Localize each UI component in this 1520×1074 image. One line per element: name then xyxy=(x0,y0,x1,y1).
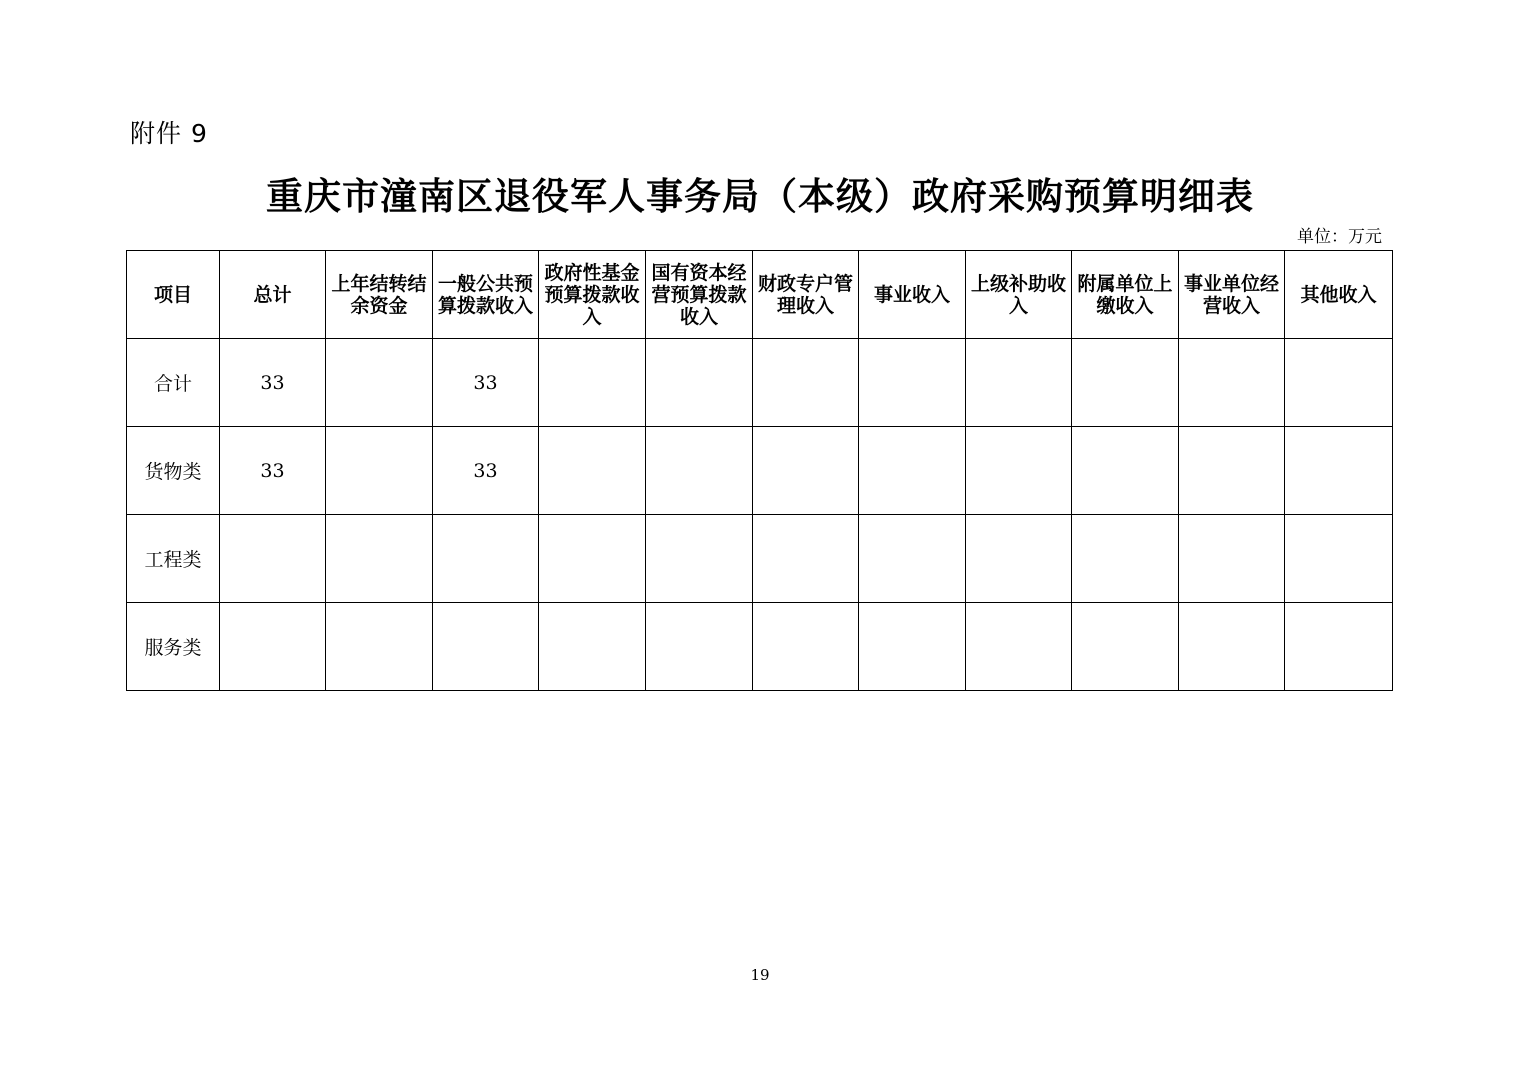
table-cell: 33 xyxy=(433,427,539,515)
table-cell xyxy=(1179,515,1285,603)
header-state-capital-budget: 国有资本经营预算拨款收入 xyxy=(646,251,753,339)
table-cell xyxy=(220,603,326,691)
table-cell xyxy=(1179,339,1285,427)
table-cell xyxy=(1179,427,1285,515)
header-business-income: 事业收入 xyxy=(859,251,966,339)
table-cell xyxy=(539,603,646,691)
header-fiscal-special-account: 财政专户管理收入 xyxy=(753,251,859,339)
table-cell xyxy=(646,515,753,603)
table-cell xyxy=(539,427,646,515)
table-row xyxy=(127,515,1393,603)
table-cell xyxy=(1285,339,1393,427)
table-cell: 货物类 xyxy=(127,427,220,515)
header-item: 项目 xyxy=(127,251,220,339)
table-cell xyxy=(1072,339,1179,427)
header-affiliated-unit-remittance: 附属单位上缴收入 xyxy=(1072,251,1179,339)
table-cell xyxy=(966,427,1072,515)
table-row xyxy=(127,603,1393,691)
page-title: 重庆市潼南区退役军人事务局（本级）政府采购预算明细表 xyxy=(266,174,1254,218)
procurement-budget-table xyxy=(126,250,1393,691)
table-cell xyxy=(433,515,539,603)
table-cell xyxy=(433,603,539,691)
table-cell xyxy=(966,603,1072,691)
table-cell: 33 xyxy=(433,339,539,427)
attachment-label: 附件 9 xyxy=(130,119,208,148)
header-other-income: 其他收入 xyxy=(1285,251,1393,339)
table-cell: 工程类 xyxy=(127,515,220,603)
header-government-fund-budget: 政府性基金预算拨款收入 xyxy=(539,251,646,339)
table-cell xyxy=(859,603,966,691)
table-cell xyxy=(326,603,433,691)
table-cell xyxy=(859,515,966,603)
table-cell: 33 xyxy=(220,339,326,427)
table-cell xyxy=(646,339,753,427)
table-cell xyxy=(326,515,433,603)
table-cell xyxy=(859,339,966,427)
table-cell xyxy=(1179,603,1285,691)
table-cell: 33 xyxy=(220,427,326,515)
table-cell xyxy=(1285,515,1393,603)
table-cell xyxy=(539,515,646,603)
table-cell xyxy=(1285,427,1393,515)
header-row xyxy=(127,251,1393,339)
table-cell xyxy=(539,339,646,427)
table-cell xyxy=(326,427,433,515)
header-total: 总计 xyxy=(220,251,326,339)
page-number: 19 xyxy=(750,966,770,984)
header-superior-subsidy: 上级补助收入 xyxy=(966,251,1072,339)
table-cell xyxy=(1285,603,1393,691)
header-general-public-budget: 一般公共预算拨款收入 xyxy=(433,251,539,339)
table-cell xyxy=(753,339,859,427)
header-institution-operating-income: 事业单位经营收入 xyxy=(1179,251,1285,339)
table-row xyxy=(127,339,1393,427)
table-cell xyxy=(753,427,859,515)
table-cell: 服务类 xyxy=(127,603,220,691)
table-cell xyxy=(966,515,1072,603)
table-cell xyxy=(646,427,753,515)
table-cell xyxy=(1072,515,1179,603)
header-prior-year-carryover: 上年结转结余资金 xyxy=(326,251,433,339)
table-cell xyxy=(1072,427,1179,515)
table-row xyxy=(127,427,1393,515)
table-cell xyxy=(220,515,326,603)
table-cell: 合计 xyxy=(127,339,220,427)
table-cell xyxy=(859,427,966,515)
table-cell xyxy=(753,603,859,691)
unit-label: 单位：万元 xyxy=(1297,227,1382,247)
table-cell xyxy=(326,339,433,427)
table-cell xyxy=(646,603,753,691)
table-cell xyxy=(966,339,1072,427)
table-cell xyxy=(753,515,859,603)
table-cell xyxy=(1072,603,1179,691)
